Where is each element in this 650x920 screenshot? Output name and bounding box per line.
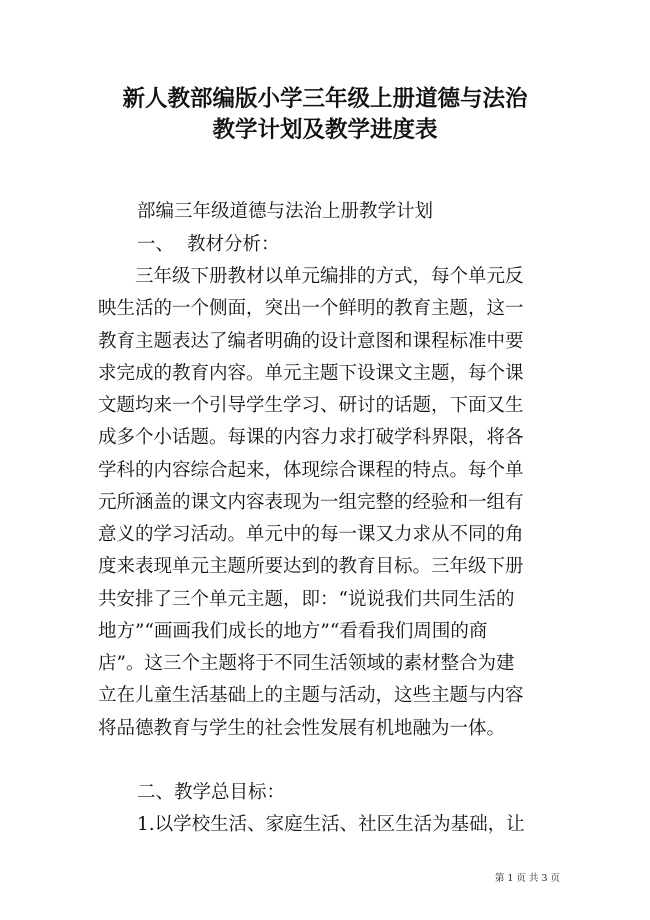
paragraph-line: 度来表现单元主题所要达到的教育目标。三年级下册 (98, 556, 524, 578)
paragraph-line: 将品德教育与学生的社会性发展有机地融为一体。 (98, 717, 506, 739)
section-number: 一、 (137, 234, 175, 255)
paragraph-line: 元所涵盖的课文内容表现为一组完整的经验和一组有 (98, 491, 524, 513)
paragraph-line: 成多个小话题。每课的内容力求打破学科界限，将各 (98, 427, 524, 449)
paragraph-line: 映生活的一个侧面，突出一个鲜明的教育主题，这一 (98, 298, 524, 320)
page-number-footer: 第 1 页 共 3 页 (494, 873, 560, 884)
paragraph-line: 三年级下册教材以单元编排的方式，每个单元反 (98, 266, 524, 287)
section-heading-textbook-analysis (137, 229, 597, 261)
paragraph-line: 共安排了三个单元主题，即：“说说我们共同生活的 (98, 588, 515, 610)
paragraph-line: 学科的内容综合起来，体现综合课程的特点。每个单 (98, 459, 524, 481)
goal-item-1: 1.以学校生活、家庭生活、社区生活为基础，让 (137, 814, 525, 835)
paragraph-line: 地方”“画画我们成长的地方”“看看我们周围的商 (98, 620, 488, 642)
section-label: 教材分析： (187, 234, 280, 255)
paragraph-line: 文题均来一个引导学生学习、研讨的话题，下面又生 (98, 395, 524, 416)
paragraph-line: 教育主题表达了编者明确的设计意图和课程标准中要 (98, 330, 524, 352)
document-title-line-1: 新人教部编版小学三年级上册道德与法治 (122, 86, 528, 112)
paragraph-line: 立在儿童生活基础上的主题与活动，这些主题与内容 (98, 685, 524, 707)
textbook-analysis-paragraph (98, 261, 558, 745)
paragraph-line: 求完成的教育内容。单元主题下设课文主题，每个课 (98, 362, 524, 384)
plan-subtitle: 部编三年级道德与法治上册教学计划 (137, 201, 434, 222)
section-heading-teaching-goals: 二、教学总目标： (137, 782, 286, 803)
paragraph-line: 意义的学习活动。单元中的每一课又力求从不同的角 (98, 524, 524, 545)
paragraph-line: 店”。这三个主题将于不同生活领域的素材整合为建 (98, 653, 515, 674)
document-title-line-2: 教学计划及教学进度表 (212, 117, 438, 143)
